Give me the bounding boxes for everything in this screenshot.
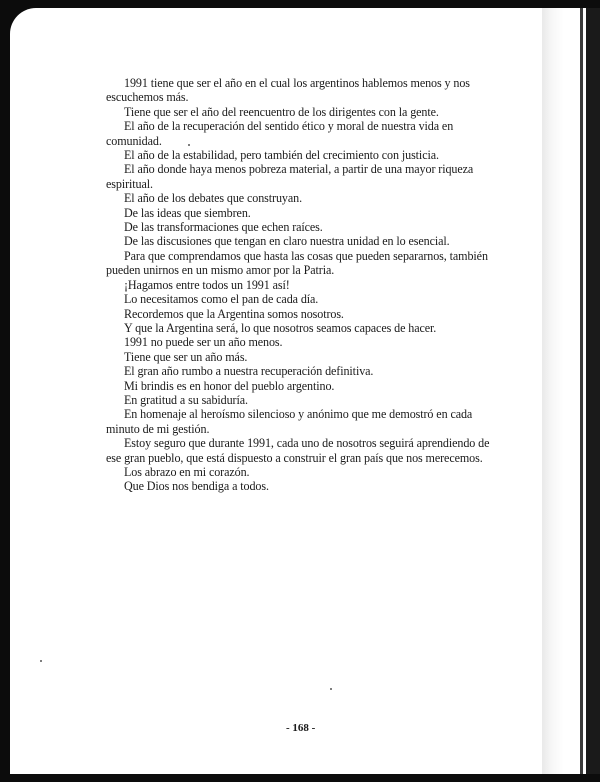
paragraph: El gran año rumbo a nuestra recuperación definitiva. xyxy=(124,364,374,379)
scan-bottom-edge xyxy=(0,774,600,782)
paragraph: El año de los debates que construyan. xyxy=(124,191,302,206)
paragraph: El año de la estabilidad, pero también del crecimiento con justicia. xyxy=(124,148,439,163)
paragraph: En gratitud a su sabiduría. xyxy=(124,392,248,407)
body-text xyxy=(106,76,494,494)
paragraph: En homenaje al heroísmo silencioso y anónimo que me demostró en cada minuto de mi gestión. xyxy=(106,407,473,436)
paragraph: Para que comprendamos que hasta las cosas que pueden separarnos, también pueden unirnos en un mismo amor por la Patria. xyxy=(106,248,488,278)
dust-speck xyxy=(40,660,42,662)
paragraph: Mi brindis es en honor del pueblo argentino. xyxy=(124,378,335,393)
paragraph: Que Dios nos bendiga a todos. xyxy=(124,479,269,494)
page-edge-line xyxy=(580,0,583,782)
paragraph: De las transformaciones que echen raíces. xyxy=(124,220,323,235)
scan-right-edge xyxy=(586,0,600,782)
paragraph: El año donde haya menos pobreza material, a partir de una mayor riqueza espiritual. xyxy=(106,162,474,191)
paragraph: De las discusiones que tengan en claro nuestra unidad en lo esencial. xyxy=(124,234,450,249)
paragraph: De las ideas que siembren. xyxy=(124,205,251,220)
paragraph: Estoy seguro que durante 1991, cada uno de nosotros seguirá aprendiendo de ese gran pueblo, que está dispuesto a construir el gran país que nos merecemos. xyxy=(106,436,490,465)
page-number: - 168 - xyxy=(286,722,316,734)
scan-top-edge xyxy=(0,0,600,8)
paragraph: ¡Hagamos entre todos un 1991 así! xyxy=(124,277,290,292)
paragraph: 1991 tiene que ser el año en el cual los argentinos hablemos menos y nos escuchemos más. xyxy=(106,76,470,105)
paragraph: Recordemos que la Argentina somos nosotros. xyxy=(124,306,344,321)
paragraph: Y que la Argentina será, lo que nosotros seamos capaces de hacer. xyxy=(124,320,437,335)
paragraph: Tiene que ser un año más. xyxy=(124,349,248,364)
paragraph: Tiene que ser el año del reencuentro de los dirigentes con la gente. xyxy=(124,104,439,119)
paragraph: 1991 no puede ser un año menos. xyxy=(124,335,283,350)
paragraph: Lo necesitamos como el pan de cada día. xyxy=(124,292,319,307)
paragraph: Los abrazo en mi corazón. xyxy=(124,464,250,479)
dust-speck xyxy=(330,688,332,690)
paragraph: El año de la recuperación del sentido ético y moral de nuestra vida en comunidad. xyxy=(106,119,454,148)
scan-left-edge xyxy=(0,0,10,782)
